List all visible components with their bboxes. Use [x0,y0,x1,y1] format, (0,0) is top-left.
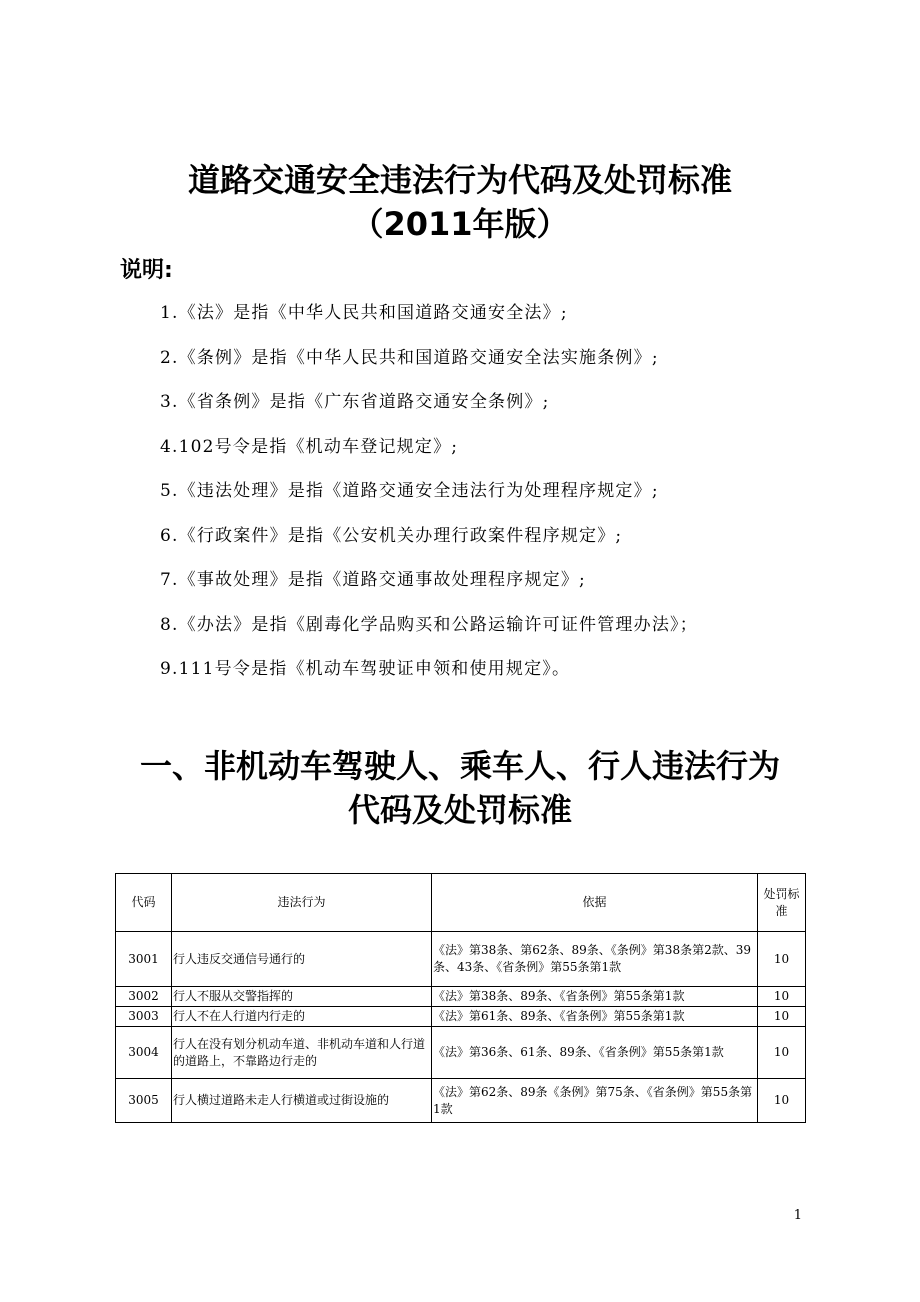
header-fine: 处罚标准 [758,874,806,932]
note-item: 5.《违法处理》是指《道路交通安全违法行为处理程序规定》; [160,481,659,501]
note-item: 4.102号令是指《机动车登记规定》; [160,436,459,457]
document-title: 道路交通安全违法行为代码及处罚标准 [187,161,732,199]
document-title-edition: （2011年版） [351,205,569,243]
row-fine: 10 [758,932,806,987]
row-basis: 《法》第36条、61条、89条、《省条例》第55条第1款 [432,1027,758,1079]
header-basis: 依据 [432,874,758,932]
violation-table [115,873,806,1123]
row-code: 3004 [116,1027,172,1079]
page-number: 1 [793,1208,802,1223]
note-item: 1.《法》是指《中华人民共和国道路交通安全法》; [160,303,568,323]
row-code: 3002 [116,987,172,1007]
table-row [116,1007,806,1027]
row-code: 3005 [116,1079,172,1123]
row-behavior: 行人在没有划分机动车道、非机动车道和人行道的道路上，不靠路边行走的 [172,1027,432,1079]
note-item: 3.《省条例》是指《广东省道路交通安全条例》; [160,392,550,412]
header-behavior: 违法行为 [172,874,432,932]
row-basis: 《法》第62条、89条《条例》第75条、《省条例》第55条第1款 [432,1079,758,1123]
note-item: 2.《条例》是指《中华人民共和国道路交通安全法实施条例》; [160,347,659,368]
row-behavior: 行人不服从交警指挥的 [172,987,432,1007]
row-behavior: 行人违反交通信号通行的 [172,932,432,987]
row-fine: 10 [758,1007,806,1027]
note-item: 6.《行政案件》是指《公安机关办理行政案件程序规定》; [160,525,623,546]
table-row [116,932,806,987]
note-item: 8.《办法》是指《剧毒化学品购买和公路运输许可证件管理办法》； [160,614,698,635]
row-fine: 10 [758,1079,806,1123]
note-item: 7.《事故处理》是指《道路交通事故处理程序规定》; [160,570,586,590]
table-header-row [116,874,806,932]
notes-list [160,298,698,699]
note-item: 9.111号令是指《机动车驾驶证申领和使用规定》。 [160,659,571,679]
row-code: 3003 [116,1007,172,1027]
table-row [116,1027,806,1079]
table-row [116,987,806,1007]
row-basis: 《法》第61条、89条、《省条例》第55条第1款 [432,1007,758,1027]
row-fine: 10 [758,987,806,1007]
header-code: 代码 [116,874,172,932]
row-basis: 《法》第38条、89条、《省条例》第55条第1款 [432,987,758,1007]
row-fine: 10 [758,1027,806,1079]
row-basis: 《法》第38条、第62条、89条、《条例》第38条第2款、39条、43条、《省条例》第55条第1款 [432,932,758,987]
section-title-continued: 代码及处罚标准 [347,791,572,829]
row-behavior: 行人不在人行道内行走的 [172,1007,432,1027]
section-title: 一、非机动车驾驶人、乘车人、行人违法行为 [139,747,780,785]
row-code: 3001 [116,932,172,987]
notes-heading: 说明: [120,258,173,283]
row-behavior: 行人横过道路未走人行横道或过街设施的 [172,1079,432,1123]
table-row [116,1079,806,1123]
